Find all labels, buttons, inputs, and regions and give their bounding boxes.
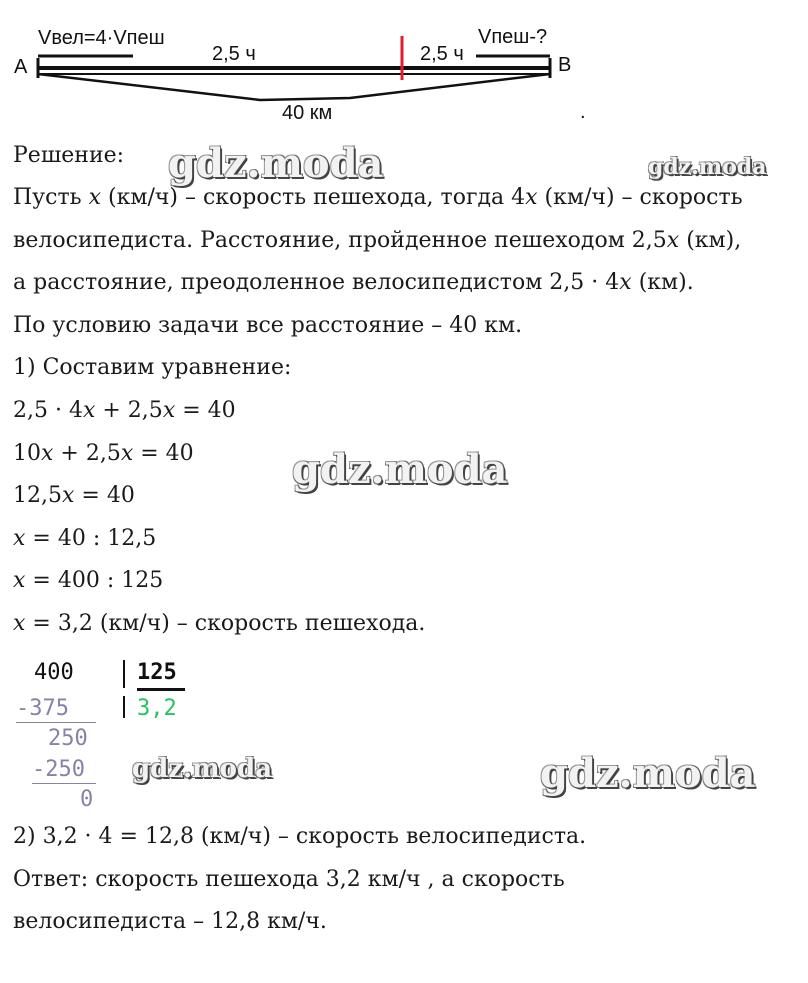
quotient: 3,2 (137, 696, 177, 721)
equation-line: 12,5x = 40 (13, 483, 135, 508)
equation-line: x = 400 : 125 (13, 568, 164, 593)
subtrahend-2: -250 (32, 757, 85, 782)
pedestrian-speed-label: Vпеш-? (478, 26, 548, 48)
equation-line: 2,5 · 4x + 2,5x = 40 (13, 398, 236, 423)
solution-heading: Решение: (13, 143, 125, 168)
answer-line: велосипедиста – 12,8 км/ч. (13, 909, 327, 934)
subtrahend-1: -375 (16, 696, 69, 721)
distance-label: 40 км (282, 102, 333, 124)
watermark: gdz.moda (540, 750, 756, 797)
solution-line: По условию задачи все расстояние – 40 км. (13, 313, 523, 338)
equation-line: 10x + 2,5x = 40 (13, 441, 194, 466)
point-a-label: A (14, 56, 28, 78)
solution-line: велосипедиста. Расстояние, пройденное пешеходом 2,5x (км), (13, 228, 742, 253)
motion-scheme (0, 0, 808, 130)
divisor-underline (137, 688, 185, 691)
watermark: gdz.moda (648, 154, 767, 180)
watermark: gdz.moda (168, 140, 384, 187)
dot-mark: . (580, 101, 586, 123)
quotient-bar (123, 696, 125, 718)
watermark: gdz.moda (292, 446, 508, 493)
remainder-2: 0 (80, 787, 94, 812)
division-line-1 (16, 722, 96, 723)
division-line-2 (32, 783, 96, 784)
solution-line: Пусть x (км/ч) – скорость пешехода, тогда 4x (км/ч) – скорость (13, 185, 743, 210)
watermark: gdz.moda (132, 754, 273, 784)
dividend: 400 (34, 660, 74, 685)
solution-line: 1) Составим уравнение: (13, 355, 292, 380)
distance-brace (38, 74, 550, 100)
answer-line: Ответ: скорость пешехода 3,2 км/ч , а скорость (13, 867, 565, 892)
time-left-label: 2,5 ч (212, 43, 256, 65)
solution-line: а расстояние, преодоленное велосипедистом 2,5 · 4x (км). (13, 270, 694, 295)
solution-line: 2) 3,2 · 4 = 12,8 (км/ч) – скорость велосипедиста. (13, 824, 587, 849)
remainder-1: 250 (48, 726, 88, 751)
divisor: 125 (137, 660, 177, 685)
equation-line: x = 40 : 12,5 (13, 526, 157, 551)
time-right-label: 2,5 ч (420, 43, 464, 65)
division-bar (123, 660, 125, 688)
cyclist-speed-label: Vвел=4·Vпеш (38, 27, 165, 49)
point-b-label: B (558, 54, 572, 76)
equation-line: x = 3,2 (км/ч) – скорость пешехода. (13, 611, 426, 636)
